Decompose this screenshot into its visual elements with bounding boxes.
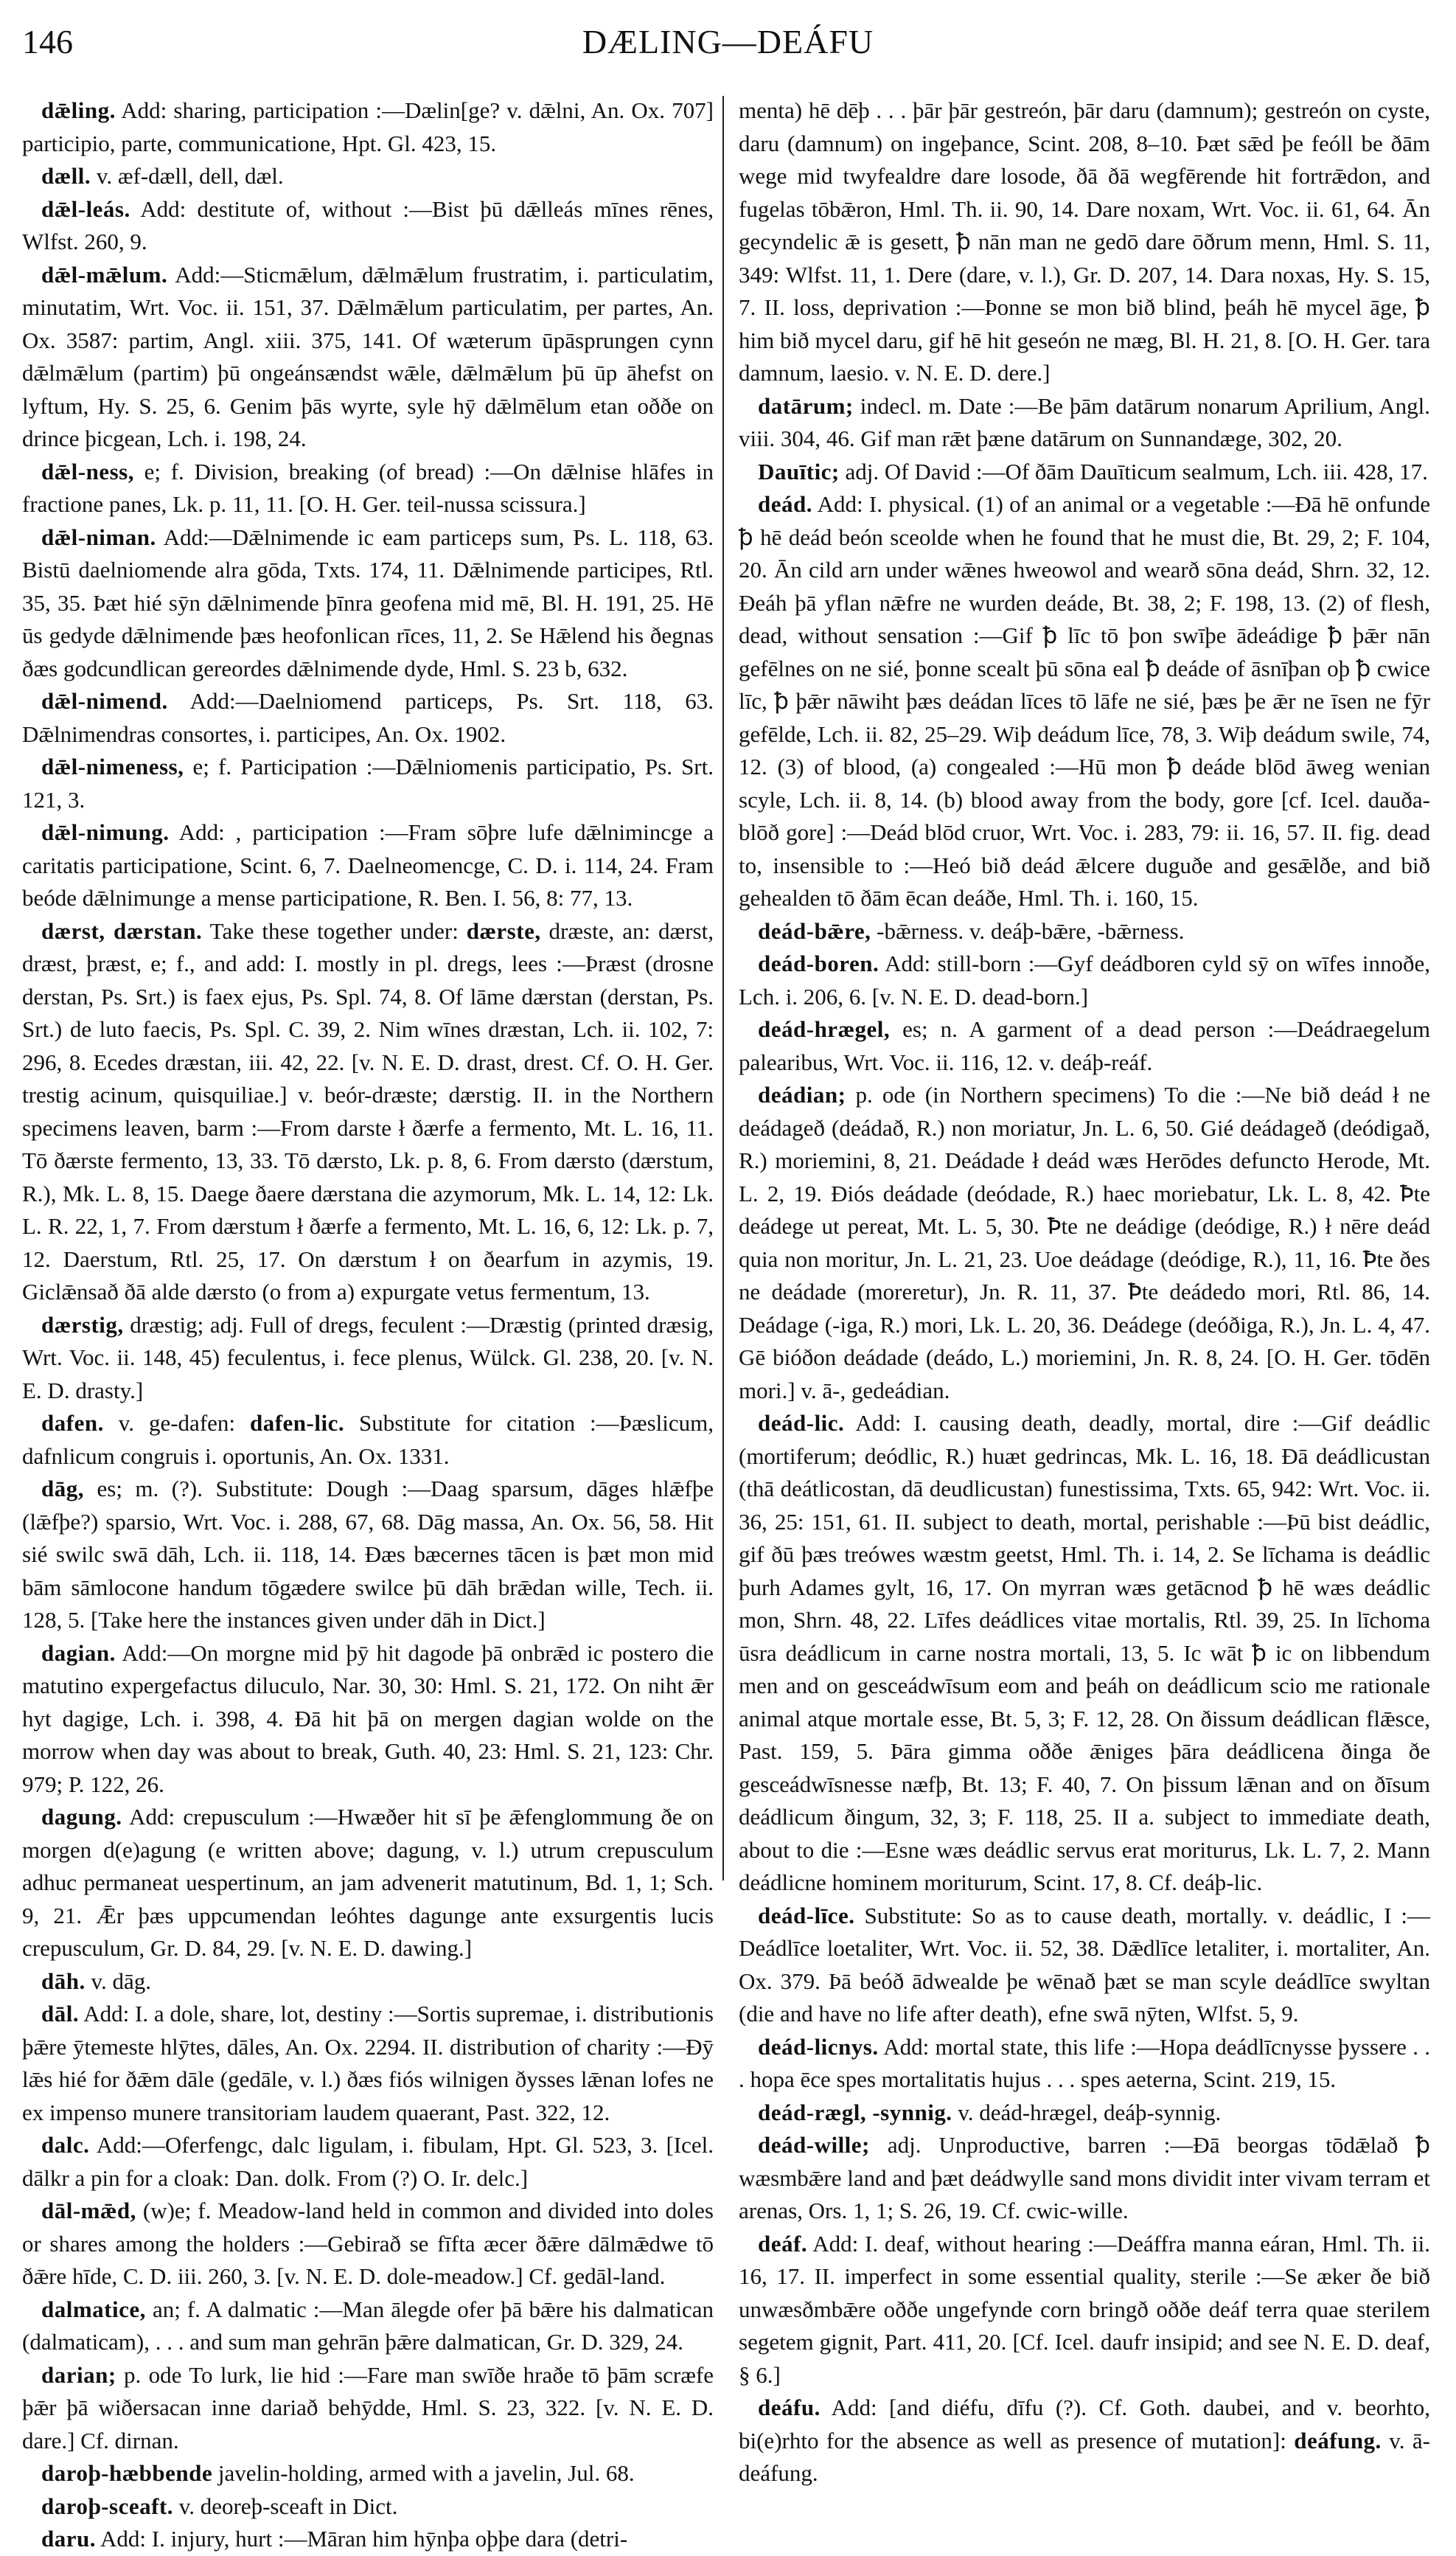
headword: datārum; [758,392,854,419]
entry-text: dræstig; adj. Full of dregs, feculent :—Dræstig (printed dræsig, Wrt. Voc. ii. 148, 45) feculentus, i. fece plenus, Wülck. Gl. 238, 20. [v. N. E. D. drasty.] [22,1311,714,1403]
dictionary-entry [22,456,714,521]
dictionary-entry [22,751,714,816]
entry-text: javelin-holding, armed with a javelin, Jul. 68. [212,2460,635,2486]
continued-entry [739,94,1430,390]
entry-text: dræste, an: dærst, dræst, þræst, e; f., and add: I. mostly in pl. dregs, lees :—Þræst (drosne derstan, Ps. Srt.) is faex ejus, Ps. Spl. 74, 8. Of lāme dærstan (derstan, Ps. Srt.) de luto faecis, Ps. Spl. C. 39, 2. Nim wīnes dræstan, Lch. ii. 102, 7: 296, 8. Ecedes dræstan, iii. 42, 22. [v. N. E. D. drast, drest. Cf. O. H. Ger. trestig acinum, quisquiliae.] v. beór-dræste; dærstig. II. in the Northern specimens leaven, barm :—From darste ł ðærfe a fermento, Mt. L. 16, 11. Tō ðærste fermento, 13, 33. Tō dærsto, Lk. p. 8, 6. From dærsto (dærstum, R.), Mk. L. 8, 15. Daege ðaere dærstana die azymorum, Mk. L. 14, 12: Lk. L. R. 22, 1, 7. From dærstum ł ðærfe a fermento, Mt. L. 16, 6, 12: Lk. p. 7, 12. Daerstum, Rtl. 25, 17. On dærstum ł on ðearfum in azymis, 19. Giclǣnsað ðā alde dærsto (o from a) expurgate vetus fermentum, 13. [22,917,714,1305]
headword: dāl. [41,2001,80,2027]
entry-text: Add: I. a dole, share, lot, destiny :—Sortis supremae, i. distributionis þǣre ȳtemeste hlȳtes, dāles, An. Ox. 2294. II. distribution of charity :—Ðȳ lǣs hié for ðǣm dāle (gedāle, v. l.) ðæs fiós wilnigen ðysses lǣnan lofes ne ex impenso munere transitoriam laudem quaerant, Past. 322, 12. [22,2001,714,2125]
entry-text: Add: , participation :—Fram sōþre lufe dǣlnimincge a caritatis participatione, Scint. 6, 7. Daelneomencge, C. D. i. 114, 24. Fram beóde dǣlnimunge a mense participatione, R. Ben. I. 56, 8: 77, 13. [22,819,714,911]
dictionary-entry [739,488,1430,915]
headword: dærstig, [41,1311,124,1338]
headword: dǣl-ness, [41,458,134,485]
dictionary-entry [22,2129,714,2195]
headword: dǣl-nimend. [41,688,168,714]
entry-text: es; m. (?). Substitute: Dough :—Daag sparsum, dāges hlǣfþe (lǣfþe?) sparsio, Wrt. Voc. i. 288, 67, 68. Dāg massa, An. Ox. 56, 58. Hit sié swilc swā dāh, Lch. ii. 118, 14. Ðæs bæcernes tācen is þæt mon mid bām sāmlocone handum tōgædere swilce þū dāh brǣdan wille, Tech. ii. 128, 5. [Take here the instances given under dāh in Dict.] [22,1476,714,1633]
headword: daroþ-sceaft. [41,2493,173,2519]
dictionary-entry [22,259,714,456]
entry-text: Add:—Sticmǣlum, dǣlmǣlum frustratim, i. particulatim, minutatim, Wrt. Voc. ii. 151, 37. Dǣlmǣlum particulatim, per partes, An. Ox. 3587: partim, Angl. xiii. 375, 141. Of wæterum ūpāsprungen cynn dǣlmǣlum (partim) þū ongeánsændst wǣle, dǣlmǣlum þū ūp āhefst on lyftum, Hy. S. 25, 6. Genim þās wyrte, syle hȳ dǣlmēlum etan oððe on drince þicgean, Lch. i. 198, 24. [22,261,714,451]
entry-text: v. æf-dæll, dell, dæl. [91,163,284,189]
headword: deád-wille; [758,2132,870,2158]
headword: deád-hrægel, [758,1016,891,1042]
headword: dāg, [41,1476,84,1501]
headword: deád-rægl, -synnig. [758,2099,952,2125]
right-column [739,94,1430,2490]
headword: dagung. [41,1804,122,1830]
headword: dagian. [41,1639,116,1666]
entry-text: v. ge-dafen: [103,1410,250,1436]
dictionary-entry [22,1407,714,1473]
entry-text: p. ode To lurk, lie hid :—Fare man swīðe hraðe tō þām scræfe þǣr þā wiðersacan inne dariað behȳdde, Hml. S. 23, 322. [v. N. E. D. dare.] Cf. dirnan. [22,2361,714,2453]
headword: dafen. [41,1410,104,1436]
entry-text: adj. Unproductive, barren :—Ðā beorgas tōdǣlað ꝥ wæsmbǣre land and þæt deádwylle sand mons dividit inter vivam terram et arenas, Ors. 1, 1; S. 26, 19. Cf. cwic-wille. [739,2132,1430,2223]
headword: dærste, [466,917,541,944]
dictionary-entry [739,2392,1430,2490]
dictionary-entry [22,685,714,751]
entry-text: Add: I. physical. (1) of an animal or a vegetable :—Ðā hē onfunde ꝥ hē deád beón sceolde when he found that he must die, Bt. 29, 2; F. 104, 20. Ān cild arn under wǣnes hweowol and wearð sōna deád, Shrn. 32, 12. Ðeáh þā yflan nǣfre ne wurden deáde, Bt. 38, 2; F. 198, 13. (2) of flesh, dead, without sensation :—Gif ꝥ līc tō þon swīþe ādeádige ꝥ þǣr nān gefēlnes on ne sié, þonne scealt þū sōna eal ꝥ deáde of āsnīþan oþ ꝥ cwice līc, ꝥ þǣr nāwiht þæs deádan līces tō lāfe ne sié, þæs þe ǣr ne īsen ne fȳr gefēlde, Lch. ii. 82, 25–29. Wiþ deádum līce, 78, 3. Wiþ deádum swile, 74, 12. (3) of blood, (a) congealed :—Hū mon ꝥ deáde blōd āweg wenian scyle, Lch. ii. 8, 14. (b) blood away from the body, gore [cf. Icel. dauða-blōð gore] :—Deád blōd cruor, Wrt. Voc. i. 283, 79: ii. 16, 57. II. fig. dead to, insensible to :—Heó bið deád ǣlcere duguðe and gesǣlðe, and bið gehealden tō ðām ēcan deáðe, Hml. Th. i. 160, 15. [739,491,1430,911]
dictionary-entry [22,816,714,915]
headword: dalc. [41,2132,90,2158]
dictionary-entry [22,1965,714,1998]
entry-text: Add:—On morgne mid þȳ hit dagode þā onbrǣd ic postero die matutino expergefactus diluculo, Nar. 30, 30: Hml. S. 21, 172. On niht ǣr hyt dagige, Lch. i. 398, 4. Ðā hit þā on mergen dagian wolde on the morrow when day was about to break, Guth. 40, 23: Hml. S. 21, 123: Chr. 979; P. 122, 26. [22,1639,714,1797]
headword: dǣl-nimung. [41,819,170,845]
entry-text: p. ode (in Northern specimens) To die :—Ne bið deád ł ne deádageð (deádað, R.) non moriatur, Jn. L. 6, 50. Gié deádageð (deódigað, R.) moriemini, 8, 21. Deádade ł deád wæs Herōdes defuncto Herode, Mt. L. 2, 19. Ðiós deádade (deódade, R.) haec moriebatur, Lk. L. 8, 42. Ꝥte deádege ut pereat, Mt. L. 5, 30. Ꝥte ne deádige (deódige, R.) ł nēre deád quia non moritur, Jn. L. 21, 23. Uoe deádage (deódige, R.), 11, 16. Ꝥte ðes ne deádade (moreretur), Jn. R. 11, 37. Ꝥte deádedo mori, Rtl. 86, 14. Deádage (-iga, R.) mori, Lk. L. 20, 36. Deádege (deóðiga, R.), Jn. L. 4, 47. Gē bióðon deádade (deádo, L.) moriemini, Jn. R. 8, 24. [O. H. Ger. tōdēn mori.] v. ā-, gedeádian. [739,1082,1430,1403]
dictionary-entry [22,1801,714,1965]
dictionary-entry [739,2097,1430,2130]
entry-text: v. dāg. [85,1968,151,1994]
headword: dafen-lic. [249,1410,345,1436]
dictionary-entry [739,948,1430,1013]
headword: dǣling. [41,97,116,123]
dictionary-entry [739,1900,1430,2031]
dictionary-entry [739,390,1430,456]
headword: daru. [41,2526,96,2552]
column-divider [722,96,724,1880]
headword: dāl-mǣd, [41,2198,136,2223]
headword: dǣl-nimeness, [41,754,184,779]
running-title: DÆLING—DEÁFU [582,23,874,60]
entry-text: Add: I. deaf, without hearing :—Deáffra manna eáran, Hml. Th. ii. 16, 17. II. imperfect in some essential quality, sterile :—Se æker ðe bið unwæsðmbǣre oððe ungefynde corn bringð oððe deáf terra quae sterilem segetem gignit, Part. 411, 20. [Cf. Icel. daufr insipid; and see N. E. D. deaf, § 6.] [739,2230,1430,2388]
headword: daroþ-hæbbende [41,2460,213,2486]
entry-text: Add: mortal state, this life :—Hopa deádlīcnysse þyssere . . . hopa ēce spes mortalitatis hujus . . . spes aeterna, Scint. 219, 15. [739,2033,1430,2092]
dictionary-entry [22,2293,714,2359]
headword: deád-līce. [758,1902,855,1928]
entry-text: menta) hē dēþ . . . þār þār gestreón, þār daru (damnum); gestreón on cyste, daru (damnum) on ingeþance, Scint. 208, 8–10. Þæt sǣd þe feóll be ðām wege mid twyfealdre dare losode, ðā ðā wegfērende hit fortrǣdon, and fugelas tōbǣron, Hml. Th. ii. 90, 14. Dare noxam, Wrt. Voc. ii. 61, 64. Ān gecyndelic ǣ is gesett, ꝥ nān man ne gedō dare ōðrum menn, Hml. S. 11, 349: Wlfst. 11, 1. Dere (dare, v. l.), Gr. D. 207, 14. Dara noxas, Hy. S. 15, 7. II. loss, deprivation :—Þonne se mon bið blind, þeáh hē mycel āge, ꝥ him bið mycel daru, gif hē hit geseón ne mæg, Bl. H. 21, 8. [O. H. Ger. tara damnum, laesio. v. N. E. D. dere.] [739,97,1430,386]
entry-text: Add:—Daelniomend particeps, Ps. Srt. 118, 63. Dǣlnimendras consortes, i. participes, An. Ox. 1902. [22,688,714,747]
headword: dæll. [41,163,91,189]
headword: dāh. [41,1968,86,1994]
entry-text: (w)e; f. Meadow-land held in common and divided into doles or shares among the holders :—Gebirað se fīfta æcer ðǣre dālmǣdwe tō ðǣre hīde, C. D. iii. 260, 3. [v. N. E. D. dole-meadow.] Cf. gedāl-land. [22,2198,714,2289]
headword: dǣl-niman. [41,524,156,550]
dictionary-entry [22,193,714,259]
dictionary-entry [739,2129,1430,2228]
entry-text: e; f. Participation :—Dǣlniomenis participatio, Ps. Srt. 121, 3. [22,754,714,813]
entry-text: Take these together under: [202,917,467,944]
left-column [22,94,714,2556]
headword: dǣl-leás. [41,195,130,222]
headword: dǣl-mǣlum. [41,261,168,288]
dictionary-entry [22,2523,714,2556]
headword: deád-boren. [758,951,879,976]
headword: deád-licnys. [758,2033,879,2060]
dictionary-entry [22,2457,714,2490]
headword: dærst, dærstan. [41,917,203,944]
entry-text: Substitute: So as to cause death, mortally. v. deádlic, I :—Deádlīce loetaliter, Wrt. Voc. ii. 52, 38. Dǣdlīce letaliter, i. mortaliter, An. Ox. 379. Þā beóð ādwealde þe wēnað þæt se man scyle deádlīce swyltan (die and have no life after death), efne swā nȳten, Wlfst. 5, 9. [739,1902,1430,2027]
headword: deáf. [758,2230,808,2257]
headword: Dauītic; [758,458,840,485]
entry-text: v. ā-deáfung. [739,2427,1430,2486]
dictionary-entry [22,1637,714,1802]
entry-text: e; f. Division, breaking (of bread) :—On dǣlnise hlāfes in fractione panes, Lk. p. 11, 11. [O. H. Ger. teil-nussa scissura.] [22,458,714,517]
headword: darian; [41,2361,116,2388]
dictionary-entry [739,1079,1430,1407]
entry-text: Add:—Dǣlnimende ic eam particeps sum, Ps. L. 118, 63. Bistū daelniomende alra gōda, Txts. 174, 11. Dǣlnimende participes, Rtl. 35, 35. Þæt hié sȳn dǣlnimende þīnra geofena mid mē, Bl. H. 191, 25. Hē ūs gedyde dǣlnimende þæs heofonlican rīces, 11, 2. Se Hǣlend his ðegnas ðæs godcundlican gereordes dǣlnimende dyde, Hml. S. 23 b, 632. [22,524,714,681]
entry-text: Add: I. injury, hurt :—Māran him hȳnþa oþþe dara (detri- [96,2526,628,2552]
entry-text: Add: destitute of, without :—Bist þū dǣlleás mīnes rēnes, Wlfst. 260, 9. [22,195,714,254]
headword: deáfu. [758,2394,821,2420]
entry-text: -bǣrness. v. deáþ-bǣre, -bǣrness. [871,917,1185,944]
entry-text: Add: still-born :—Gyf deádboren cyld sȳ on wīfes innoðe, Lch. i. 206, 6. [v. N. E. D. dead-born.] [739,951,1430,1010]
dictionary-entry [22,94,714,160]
entry-text: an; f. A dalmatic :—Man ālegde ofer þā bǣre his dalmatican (dalmaticam), . . . and sum man gehrān þǣre dalmatican, Gr. D. 329, 24. [22,2296,714,2355]
entry-text: indecl. m. Date :—Be þām datārum nonarum Aprilium, Angl. viii. 304, 46. Gif man rǣt þæne datārum on Sunnandæge, 302, 20. [739,392,1430,451]
dictionary-entry [22,1473,714,1637]
dictionary-entry [739,915,1430,948]
dictionary-entry [22,915,714,1309]
dictionary-entry [739,1013,1430,1079]
dictionary-entry [739,456,1430,489]
headword: deádian; [758,1082,846,1108]
headword: deád-bǣre, [758,917,871,944]
dictionary-entry [22,1998,714,2129]
dictionary-entry [22,1309,714,1408]
entry-text: Add: sharing, participation :—Dælin[ge? v. dǣlni, An. Ox. 707] participio, parte, communicatione, Hpt. Gl. 423, 15. [22,97,714,156]
headword: dalmatice, [41,2296,146,2322]
headword: deád. [758,491,812,517]
entry-text: Add:—Oferfengc, dalc ligulam, i. fibulam, Hpt. Gl. 523, 3. [Icel. dālkr a pin for a cloak: Dan. dolk. From (?) O. Ir. delc.] [22,2132,714,2191]
dictionary-entry [22,2195,714,2293]
headword: deáfung. [1294,2427,1382,2453]
dictionary-entry [22,521,714,686]
page-number: 146 [22,23,73,60]
dictionary-entry [22,160,714,193]
entry-text: es; n. A garment of a dead person :—Deádraegelum palearibus, Wrt. Voc. ii. 116, 12. v. deáþ-reáf. [739,1016,1430,1075]
dictionary-entry [22,2490,714,2524]
dictionary-entry [739,1407,1430,1900]
entry-text: Add: [and diéfu, dīfu (?). Cf. Goth. daubei, and v. beorhto, bi(e)rhto for the absence as well as presence of mutation]: [739,2394,1430,2453]
entry-text: Substitute for citation :—Þæslicum, dafnlicum congruis i. oportunis, An. Ox. 1331. [22,1410,714,1469]
dictionary-entry [739,2228,1430,2392]
entry-text: Add: crepusculum :—Hwæðer hit sī þe ǣfenglommung ðe on morgen d(e)agung (e written above; dagung, v. l.) utrum crepusculum adhuc permaneat uespertinum, an jam advenerit matutinum, Bd. 1, 1; Sch. 9, 21. Ǣr þæs uppcumendan leóhtes dagunge ante exsurgentis lucis crepusculum, Gr. D. 84, 29. [v. N. E. D. dawing.] [22,1804,714,1961]
entry-text: adj. Of David :—Of ðām Dauīticum sealmum, Lch. iii. 428, 17. [839,458,1428,485]
dictionary-entry [739,2031,1430,2097]
entry-text: Add: I. causing death, deadly, mortal, dire :—Gif deádlic (mortiferum; deódlic, R.) huæt gedrincas, Mk. L. 16, 18. Ðā deádlicustan (thā deátlicostan, dā deudlicustan) funestissima, Txts. 65, 942: Wrt. Voc. ii. 36, 25: 151, 61. II. subject to death, mortal, perishable :—Þū bist deádlic, gif ðū þæs treówes wæstm geetst, Hml. Th. i. 14, 2. Se līchama is deádlic þurh Adames gylt, 16, 17. On myrran wæs getācnod ꝥ hē wæs deádlic mon, Shrn. 48, 22. Līfes deádlices vitae mortalis, Rtl. 39, 25. In līchoma ūsra deádlicum in carne nostra mortali, 13, 5. Ic wāt ꝥ ic on libbendum men and on gesceádwīsum eom and þeáh on deádlicum scio me rationale animal atque mortale esse, Bt. 5, 3; F. 12, 28. On ðissum deádlican flǣsce, Past. 159, 5. Þāra gimma oððe ǣniges þāra deádlicena ðinga ðe gesceádwīsnesse næfþ, Bt. 13; F. 40, 7. On þissum lǣnan and on ðīsum deádlicum ðingum, 32, 3; F. 118, 25. II a. subject to immediate death, about to die :—Esne wæs deádlic servus erat moriturus, Lk. L. 7, 2. Mann deádlicne hominem moriturum, Scint. 17, 8. Cf. deáþ-lic. [739,1410,1430,1895]
dictionary-entry [22,2359,714,2458]
entry-text: v. deoreþ-sceaft in Dict. [173,2493,398,2519]
headword: deád-lic. [758,1410,845,1436]
entry-text: v. deád-hrægel, deáþ-synnig. [952,2099,1222,2125]
